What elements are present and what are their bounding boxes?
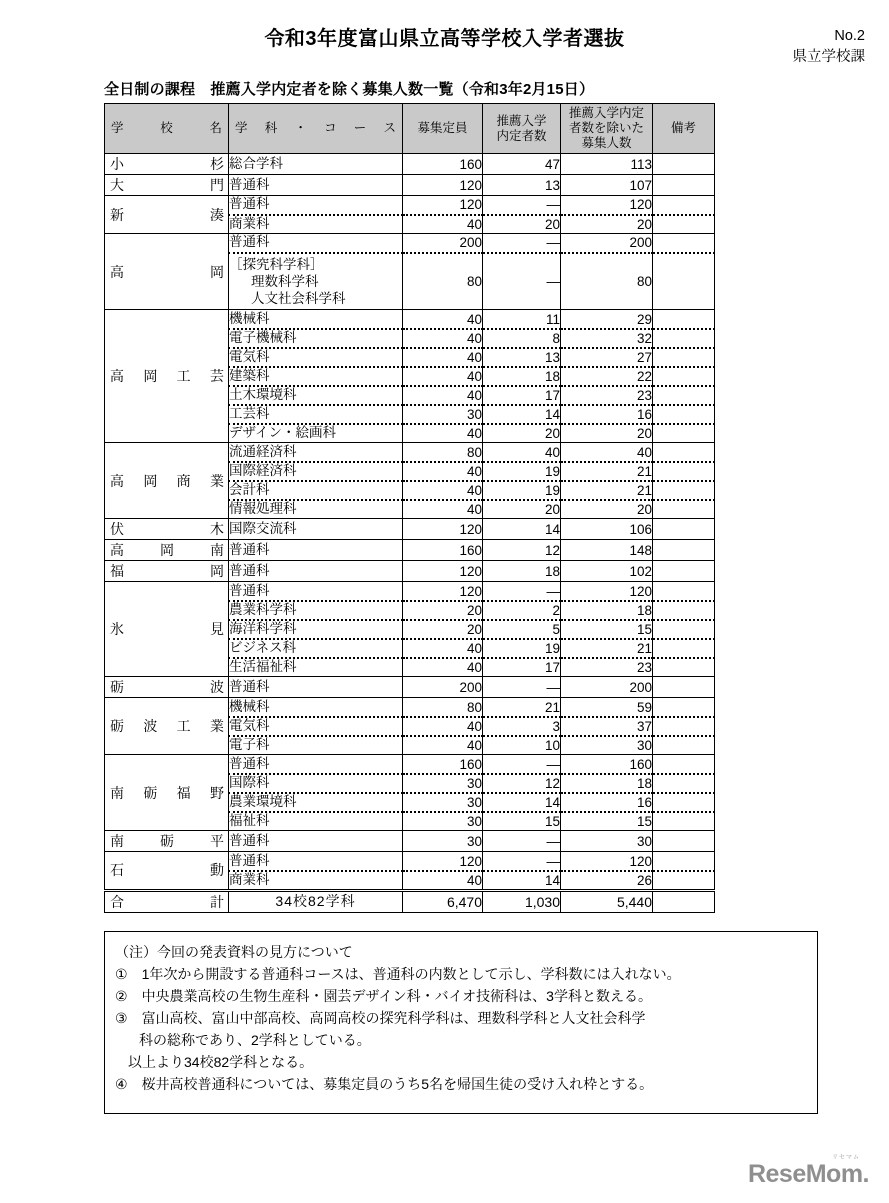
notes-box: [104, 931, 818, 1115]
remaining-cell: 59: [561, 698, 653, 717]
remaining-cell: 15: [561, 620, 653, 639]
department-cell: 流通経済科: [229, 443, 403, 462]
remaining-cell: 20: [561, 424, 653, 443]
table-row: [105, 852, 715, 871]
school-name-cell: [105, 540, 229, 561]
remaining-cell: 200: [561, 234, 653, 253]
recommended-cell: —: [483, 852, 561, 871]
note-text: 以上より34校82学科となる。: [128, 1054, 314, 1071]
capacity-cell: 120: [403, 519, 483, 540]
column-header-school: [105, 104, 229, 154]
recommended-cell: 14: [483, 871, 561, 890]
remaining-cell: 40: [561, 443, 653, 462]
issuing-department: 県立学校課: [792, 49, 865, 66]
note-cell: [653, 871, 715, 890]
department-cell: 総合学科: [229, 154, 403, 175]
note-text: 桜井高校普通科については、募集定員のうち5名を帰国生徒の受け入れ枠とする。: [141, 1076, 654, 1093]
school-name: 南 砺 平: [110, 833, 224, 850]
capacity-cell: 120: [403, 175, 483, 196]
capacity-cell: 120: [403, 852, 483, 871]
capacity-cell: 30: [403, 831, 483, 852]
total-row: [105, 890, 715, 912]
remaining-cell: 20: [561, 215, 653, 234]
capacity-cell: 40: [403, 215, 483, 234]
department-cell: 電気科: [229, 717, 403, 736]
note-cell: [653, 424, 715, 443]
note-cell: [653, 639, 715, 658]
department-cell: 商業科: [229, 871, 403, 890]
admissions-table-wrapper: [104, 103, 714, 913]
total-recommended-cell: 1,030: [483, 890, 561, 912]
department-cell: 電気科: [229, 348, 403, 367]
remaining-cell: 18: [561, 601, 653, 620]
department-cell: 普通科: [229, 561, 403, 582]
capacity-cell: 40: [403, 658, 483, 677]
recommended-cell: 47: [483, 154, 561, 175]
department-cell: 普通科: [229, 196, 403, 215]
note-text: 科の総称であり、2学科としている。: [139, 1032, 371, 1049]
remaining-cell: 30: [561, 831, 653, 852]
recommended-cell: 14: [483, 405, 561, 424]
total-note-cell: [653, 890, 715, 912]
capacity-cell: 120: [403, 561, 483, 582]
department-cell: 普通科: [229, 677, 403, 698]
capacity-cell: 40: [403, 348, 483, 367]
page-title: 令和3年度富山県立高等学校入学者選抜: [264, 28, 625, 50]
remaining-cell: 106: [561, 519, 653, 540]
column-header-remaining: 推薦入学内定 者数を除いた 募集人数: [561, 104, 653, 154]
recommended-cell: —: [483, 234, 561, 253]
department-cell: 普通科: [229, 852, 403, 871]
remaining-cell: 21: [561, 462, 653, 481]
school-name-cell: [105, 443, 229, 519]
remaining-cell: 102: [561, 561, 653, 582]
department-cell: ［探究科学科］ 理数科学科 人文社会科学科: [229, 253, 403, 310]
note-item: [115, 1073, 807, 1095]
school-name-cell: [105, 310, 229, 443]
capacity-cell: 80: [403, 253, 483, 310]
table-row: [105, 582, 715, 601]
school-name: 高 岡: [110, 263, 224, 280]
table-row: [105, 443, 715, 462]
header-meta: [793, 26, 866, 68]
recommended-cell: 20: [483, 215, 561, 234]
remaining-cell: 120: [561, 196, 653, 215]
table-header-row: [105, 104, 715, 154]
recommended-cell: —: [483, 831, 561, 852]
capacity-cell: 80: [403, 443, 483, 462]
school-name-cell: [105, 196, 229, 234]
department-cell: 国際交流科: [229, 519, 403, 540]
table-row: [105, 755, 715, 774]
remaining-cell: 32: [561, 329, 653, 348]
capacity-cell: 40: [403, 310, 483, 329]
school-name-cell: [105, 582, 229, 677]
total-department-cell: 34校82学科: [229, 890, 403, 912]
recommended-cell: 19: [483, 639, 561, 658]
capacity-cell: 20: [403, 620, 483, 639]
note-cell: [653, 582, 715, 601]
capacity-cell: 40: [403, 500, 483, 519]
recommended-cell: —: [483, 755, 561, 774]
watermark-kana: リセマム: [832, 1155, 860, 1161]
note-cell: [653, 386, 715, 405]
remaining-cell: 113: [561, 154, 653, 175]
capacity-cell: 160: [403, 154, 483, 175]
note-text: 1年次から開設する普通科コースは、普通科の内数として示し、学科数には入れない。: [141, 965, 681, 982]
capacity-cell: 40: [403, 329, 483, 348]
capacity-cell: 160: [403, 540, 483, 561]
column-header-department: [229, 104, 403, 154]
column-header-capacity: 募集定員: [403, 104, 483, 154]
note-cell: [653, 481, 715, 500]
remaining-cell: 23: [561, 386, 653, 405]
note-item: [115, 963, 807, 985]
school-name: 大 門: [110, 177, 224, 193]
note-cell: [653, 698, 715, 717]
remaining-cell: 120: [561, 582, 653, 601]
school-name-cell: [105, 755, 229, 831]
table-row: [105, 698, 715, 717]
note-cell: [653, 540, 715, 561]
total-remaining-cell: 5,440: [561, 890, 653, 912]
recommended-cell: 17: [483, 386, 561, 405]
recommended-cell: 21: [483, 698, 561, 717]
department-cell: 普通科: [229, 755, 403, 774]
school-name: 小 杉: [110, 156, 224, 172]
note-cell: [653, 852, 715, 871]
recommended-cell: 20: [483, 500, 561, 519]
recommended-cell: 13: [483, 348, 561, 367]
note-item: [115, 1051, 807, 1073]
recommended-cell: 19: [483, 481, 561, 500]
recommended-cell: 14: [483, 793, 561, 812]
capacity-cell: 200: [403, 234, 483, 253]
recommended-cell: 8: [483, 329, 561, 348]
recommended-cell: 2: [483, 601, 561, 620]
table-row: [105, 196, 715, 215]
note-cell: [653, 831, 715, 852]
remaining-cell: 80: [561, 253, 653, 310]
document-number: No.2: [834, 28, 865, 44]
recommended-cell: 40: [483, 443, 561, 462]
capacity-cell: 120: [403, 582, 483, 601]
school-name-cell: [105, 831, 229, 852]
table-body: [105, 154, 715, 913]
capacity-cell: 40: [403, 639, 483, 658]
school-name-cell: [105, 154, 229, 175]
department-cell: 生活福祉科: [229, 658, 403, 677]
remaining-cell: 20: [561, 500, 653, 519]
notes-heading: （注）今回の発表資料の見方について: [115, 943, 353, 960]
capacity-cell: 30: [403, 812, 483, 831]
column-header-recommended: 推薦入学 内定者数: [483, 104, 561, 154]
note-cell: [653, 561, 715, 582]
remaining-cell: 27: [561, 348, 653, 367]
table-row: [105, 519, 715, 540]
school-name: 氷 見: [110, 621, 224, 638]
school-name: 南 砺 福 野: [110, 784, 224, 801]
table-row: [105, 561, 715, 582]
recommended-cell: 10: [483, 736, 561, 755]
remaining-cell: 160: [561, 755, 653, 774]
capacity-cell: 40: [403, 871, 483, 890]
resemom-watermark: [748, 1155, 869, 1187]
department-cell: 普通科: [229, 540, 403, 561]
department-cell: 電子科: [229, 736, 403, 755]
school-name: 伏 木: [110, 521, 224, 538]
department-cell: 電子機械科: [229, 329, 403, 348]
recommended-cell: 14: [483, 519, 561, 540]
column-header-note: 備考: [653, 104, 715, 154]
note-marker: ④: [115, 1076, 142, 1093]
department-cell: 工芸科: [229, 405, 403, 424]
note-marker: ②: [115, 987, 142, 1004]
capacity-cell: 30: [403, 405, 483, 424]
school-name: 砺 波: [110, 679, 224, 696]
table-row: [105, 677, 715, 698]
department-cell: 海洋科学科: [229, 620, 403, 639]
remaining-cell: 16: [561, 793, 653, 812]
school-name: 高 岡 商 業: [110, 472, 224, 489]
note-cell: [653, 736, 715, 755]
watermark-text: ReseMom.: [747, 1160, 869, 1188]
school-name-cell: [105, 175, 229, 196]
remaining-cell: 23: [561, 658, 653, 677]
department-cell: 情報処理科: [229, 500, 403, 519]
note-cell: [653, 405, 715, 424]
capacity-cell: 40: [403, 386, 483, 405]
recommended-cell: 18: [483, 561, 561, 582]
dept-header-chars: 学 科 ・ コ ー ス: [235, 121, 396, 136]
note-item: [115, 1007, 807, 1029]
department-cell: 普通科: [229, 175, 403, 196]
capacity-cell: 30: [403, 793, 483, 812]
recommended-cell: 12: [483, 540, 561, 561]
recommended-cell: 17: [483, 658, 561, 677]
note-cell: [653, 196, 715, 215]
capacity-cell: 20: [403, 601, 483, 620]
remaining-cell: 21: [561, 481, 653, 500]
note-cell: [653, 253, 715, 310]
note-text: 富山高校、富山中部高校、高岡高校の探究科学科は、理数科学科と人文社会科学: [141, 1010, 646, 1026]
total-capacity-cell: 6,470: [403, 890, 483, 912]
department-cell: 農業環境科: [229, 793, 403, 812]
note-cell: [653, 215, 715, 234]
capacity-cell: 120: [403, 196, 483, 215]
note-cell: [653, 154, 715, 175]
table-head: [105, 104, 715, 154]
recommended-cell: 19: [483, 462, 561, 481]
admissions-table: [104, 103, 715, 913]
school-name-cell: [105, 852, 229, 890]
remaining-cell: 15: [561, 812, 653, 831]
department-cell: 土木環境科: [229, 386, 403, 405]
capacity-cell: 40: [403, 736, 483, 755]
department-cell: 普通科: [229, 234, 403, 253]
recommended-cell: 5: [483, 620, 561, 639]
note-cell: [653, 443, 715, 462]
remaining-cell: 107: [561, 175, 653, 196]
remaining-cell: 37: [561, 717, 653, 736]
note-cell: [653, 367, 715, 386]
school-header-chars: 学 校 名: [111, 121, 222, 136]
school-name-cell: [105, 519, 229, 540]
school-name: 新 湊: [110, 206, 224, 223]
school-name-cell: [105, 890, 229, 912]
remaining-cell: 21: [561, 639, 653, 658]
department-cell: 機械科: [229, 698, 403, 717]
remaining-cell: 18: [561, 774, 653, 793]
department-cell: 機械科: [229, 310, 403, 329]
note-cell: [653, 348, 715, 367]
note-cell: [653, 462, 715, 481]
department-cell: 会計科: [229, 481, 403, 500]
note-text: 中央農業高校の生物生産科・園芸デザイン科・バイオ技術科は、3学科と数える。: [141, 987, 652, 1004]
capacity-cell: 200: [403, 677, 483, 698]
table-caption: 全日制の課程 推薦入学内定者を除く募集人数一覧（令和3年2月15日）: [104, 81, 595, 98]
department-cell: デザイン・絵画科: [229, 424, 403, 443]
school-name: 合 計: [110, 893, 224, 910]
capacity-cell: 40: [403, 462, 483, 481]
recommended-cell: 12: [483, 774, 561, 793]
note-cell: [653, 500, 715, 519]
remaining-cell: 148: [561, 540, 653, 561]
note-cell: [653, 793, 715, 812]
note-cell: [653, 234, 715, 253]
school-name-cell: [105, 561, 229, 582]
school-name-cell: [105, 698, 229, 755]
remaining-cell: 30: [561, 736, 653, 755]
note-marker: ③: [115, 1010, 142, 1026]
table-row: [105, 154, 715, 175]
note-cell: [653, 774, 715, 793]
note-cell: [653, 812, 715, 831]
department-cell: ビジネス科: [229, 639, 403, 658]
note-cell: [653, 329, 715, 348]
remaining-cell: 22: [561, 367, 653, 386]
remaining-cell: 120: [561, 852, 653, 871]
school-name: 石 動: [110, 862, 224, 879]
remaining-cell: 200: [561, 677, 653, 698]
note-cell: [653, 620, 715, 639]
table-row: [105, 234, 715, 253]
page-header: [0, 0, 889, 66]
recommended-cell: —: [483, 582, 561, 601]
note-item: [115, 985, 807, 1007]
department-cell: 普通科: [229, 582, 403, 601]
recommended-cell: —: [483, 196, 561, 215]
table-row: [105, 540, 715, 561]
recommended-cell: —: [483, 253, 561, 310]
remaining-cell: 26: [561, 871, 653, 890]
department-cell: 商業科: [229, 215, 403, 234]
department-cell: 農業科学科: [229, 601, 403, 620]
capacity-cell: 160: [403, 755, 483, 774]
recommended-cell: 20: [483, 424, 561, 443]
department-cell: 福祉科: [229, 812, 403, 831]
capacity-cell: 40: [403, 717, 483, 736]
recommended-cell: 15: [483, 812, 561, 831]
note-cell: [653, 717, 715, 736]
table-row: [105, 175, 715, 196]
remaining-cell: 16: [561, 405, 653, 424]
table-row: [105, 310, 715, 329]
note-marker: ①: [115, 965, 142, 982]
capacity-cell: 40: [403, 424, 483, 443]
recommended-cell: 3: [483, 717, 561, 736]
department-cell: 国際経済科: [229, 462, 403, 481]
note-cell: [653, 519, 715, 540]
school-name: 高 岡 南: [110, 542, 224, 559]
recommended-cell: 13: [483, 175, 561, 196]
note-cell: [653, 677, 715, 698]
notes-list: [115, 963, 807, 1096]
capacity-cell: 40: [403, 367, 483, 386]
capacity-cell: 40: [403, 481, 483, 500]
school-name: 福 岡: [110, 563, 224, 580]
school-name: 砺 波 工 業: [110, 718, 224, 735]
capacity-cell: 80: [403, 698, 483, 717]
note-cell: [653, 755, 715, 774]
remaining-cell: 29: [561, 310, 653, 329]
recommended-cell: —: [483, 677, 561, 698]
school-name: 高 岡 工 芸: [110, 368, 224, 385]
capacity-cell: 30: [403, 774, 483, 793]
school-name-cell: [105, 234, 229, 310]
school-name-cell: [105, 677, 229, 698]
recommended-cell: 18: [483, 367, 561, 386]
note-cell: [653, 175, 715, 196]
note-cell: [653, 310, 715, 329]
department-cell: 建築科: [229, 367, 403, 386]
recommended-cell: 11: [483, 310, 561, 329]
table-row: [105, 831, 715, 852]
note-item: [115, 1029, 807, 1051]
note-cell: [653, 658, 715, 677]
department-cell: 普通科: [229, 831, 403, 852]
department-cell: 国際科: [229, 774, 403, 793]
note-cell: [653, 601, 715, 620]
